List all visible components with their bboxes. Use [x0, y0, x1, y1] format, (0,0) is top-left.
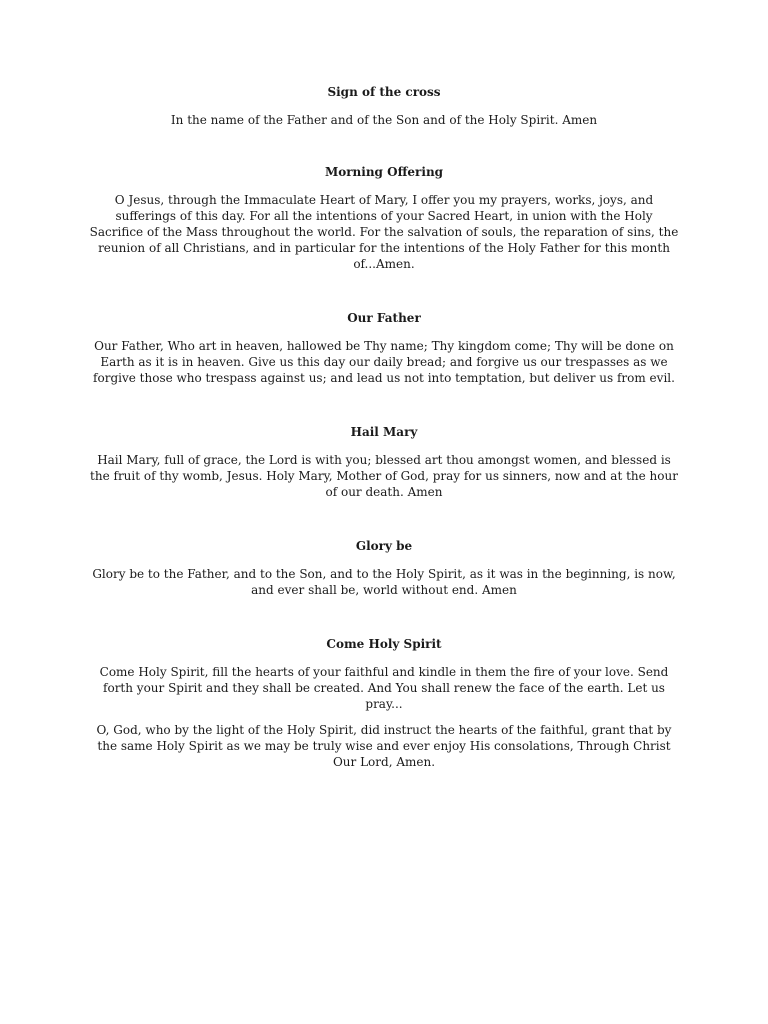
prayer-text: Glory be to the Father, and to the Son, and to the Holy Spirit, as it was in the beginning, is now, and ever shall be, world without end. Amen	[92, 567, 676, 597]
document-page	[88, 84, 680, 780]
prayer-title: Morning Offering	[324, 165, 444, 179]
prayer-hail-mary	[88, 424, 680, 500]
prayer-morning-offering	[88, 164, 680, 272]
prayer-text: In the name of the Father and of the Son and of the Holy Spirit. Amen	[170, 113, 598, 127]
prayer-title: Glory be	[355, 539, 413, 553]
prayer-title: Sign of the cross	[327, 85, 441, 99]
prayer-our-father	[88, 310, 680, 386]
prayer-text: O, God, who by the light of the Holy Spirit, did instruct the hearts of the faithful, grant that by the same Holy Spirit as we may be truly wise and ever enjoy His consolations, Through Christ Our Lord, Amen.	[96, 723, 672, 769]
prayer-sign-of-the-cross	[88, 84, 680, 128]
prayer-title: Our Father	[347, 311, 421, 325]
prayer-text: Hail Mary, full of grace, the Lord is with you; blessed art thou amongst women, and blessed is the fruit of thy womb, Jesus. Holy Mary, Mother of God, pray for us sinners, now and at the hour of our death. Amen	[90, 453, 678, 499]
prayer-title: Hail Mary	[350, 425, 418, 439]
prayer-text: Our Father, Who art in heaven, hallowed be Thy name; Thy kingdom come; Thy will be done on Earth as it is in heaven. Give us this day our daily bread; and forgive us our trespasses as we forgive those who trespass against us; and lead us not into temptation, but deliver us from evil.	[93, 339, 675, 385]
prayer-text: O Jesus, through the Immaculate Heart of Mary, I offer you my prayers, works, joys, and sufferings of this day. For all the intentions of your Sacred Heart, in union with the Holy Sacrifice of the Mass throughout the world. For the salvation of souls, the reparation of sins, the reunion of all Christians, and in particular for the intentions of the Holy Father for this month of...Amen.	[89, 193, 679, 271]
prayer-title: Come Holy Spirit	[326, 637, 442, 651]
prayer-text: Come Holy Spirit, fill the hearts of your faithful and kindle in them the fire of your love. Send forth your Spirit and they shall be created. And You shall renew the face of the earth. Let us pray...	[99, 665, 669, 711]
prayer-come-holy-spirit	[88, 636, 680, 770]
prayer-glory-be	[88, 538, 680, 598]
